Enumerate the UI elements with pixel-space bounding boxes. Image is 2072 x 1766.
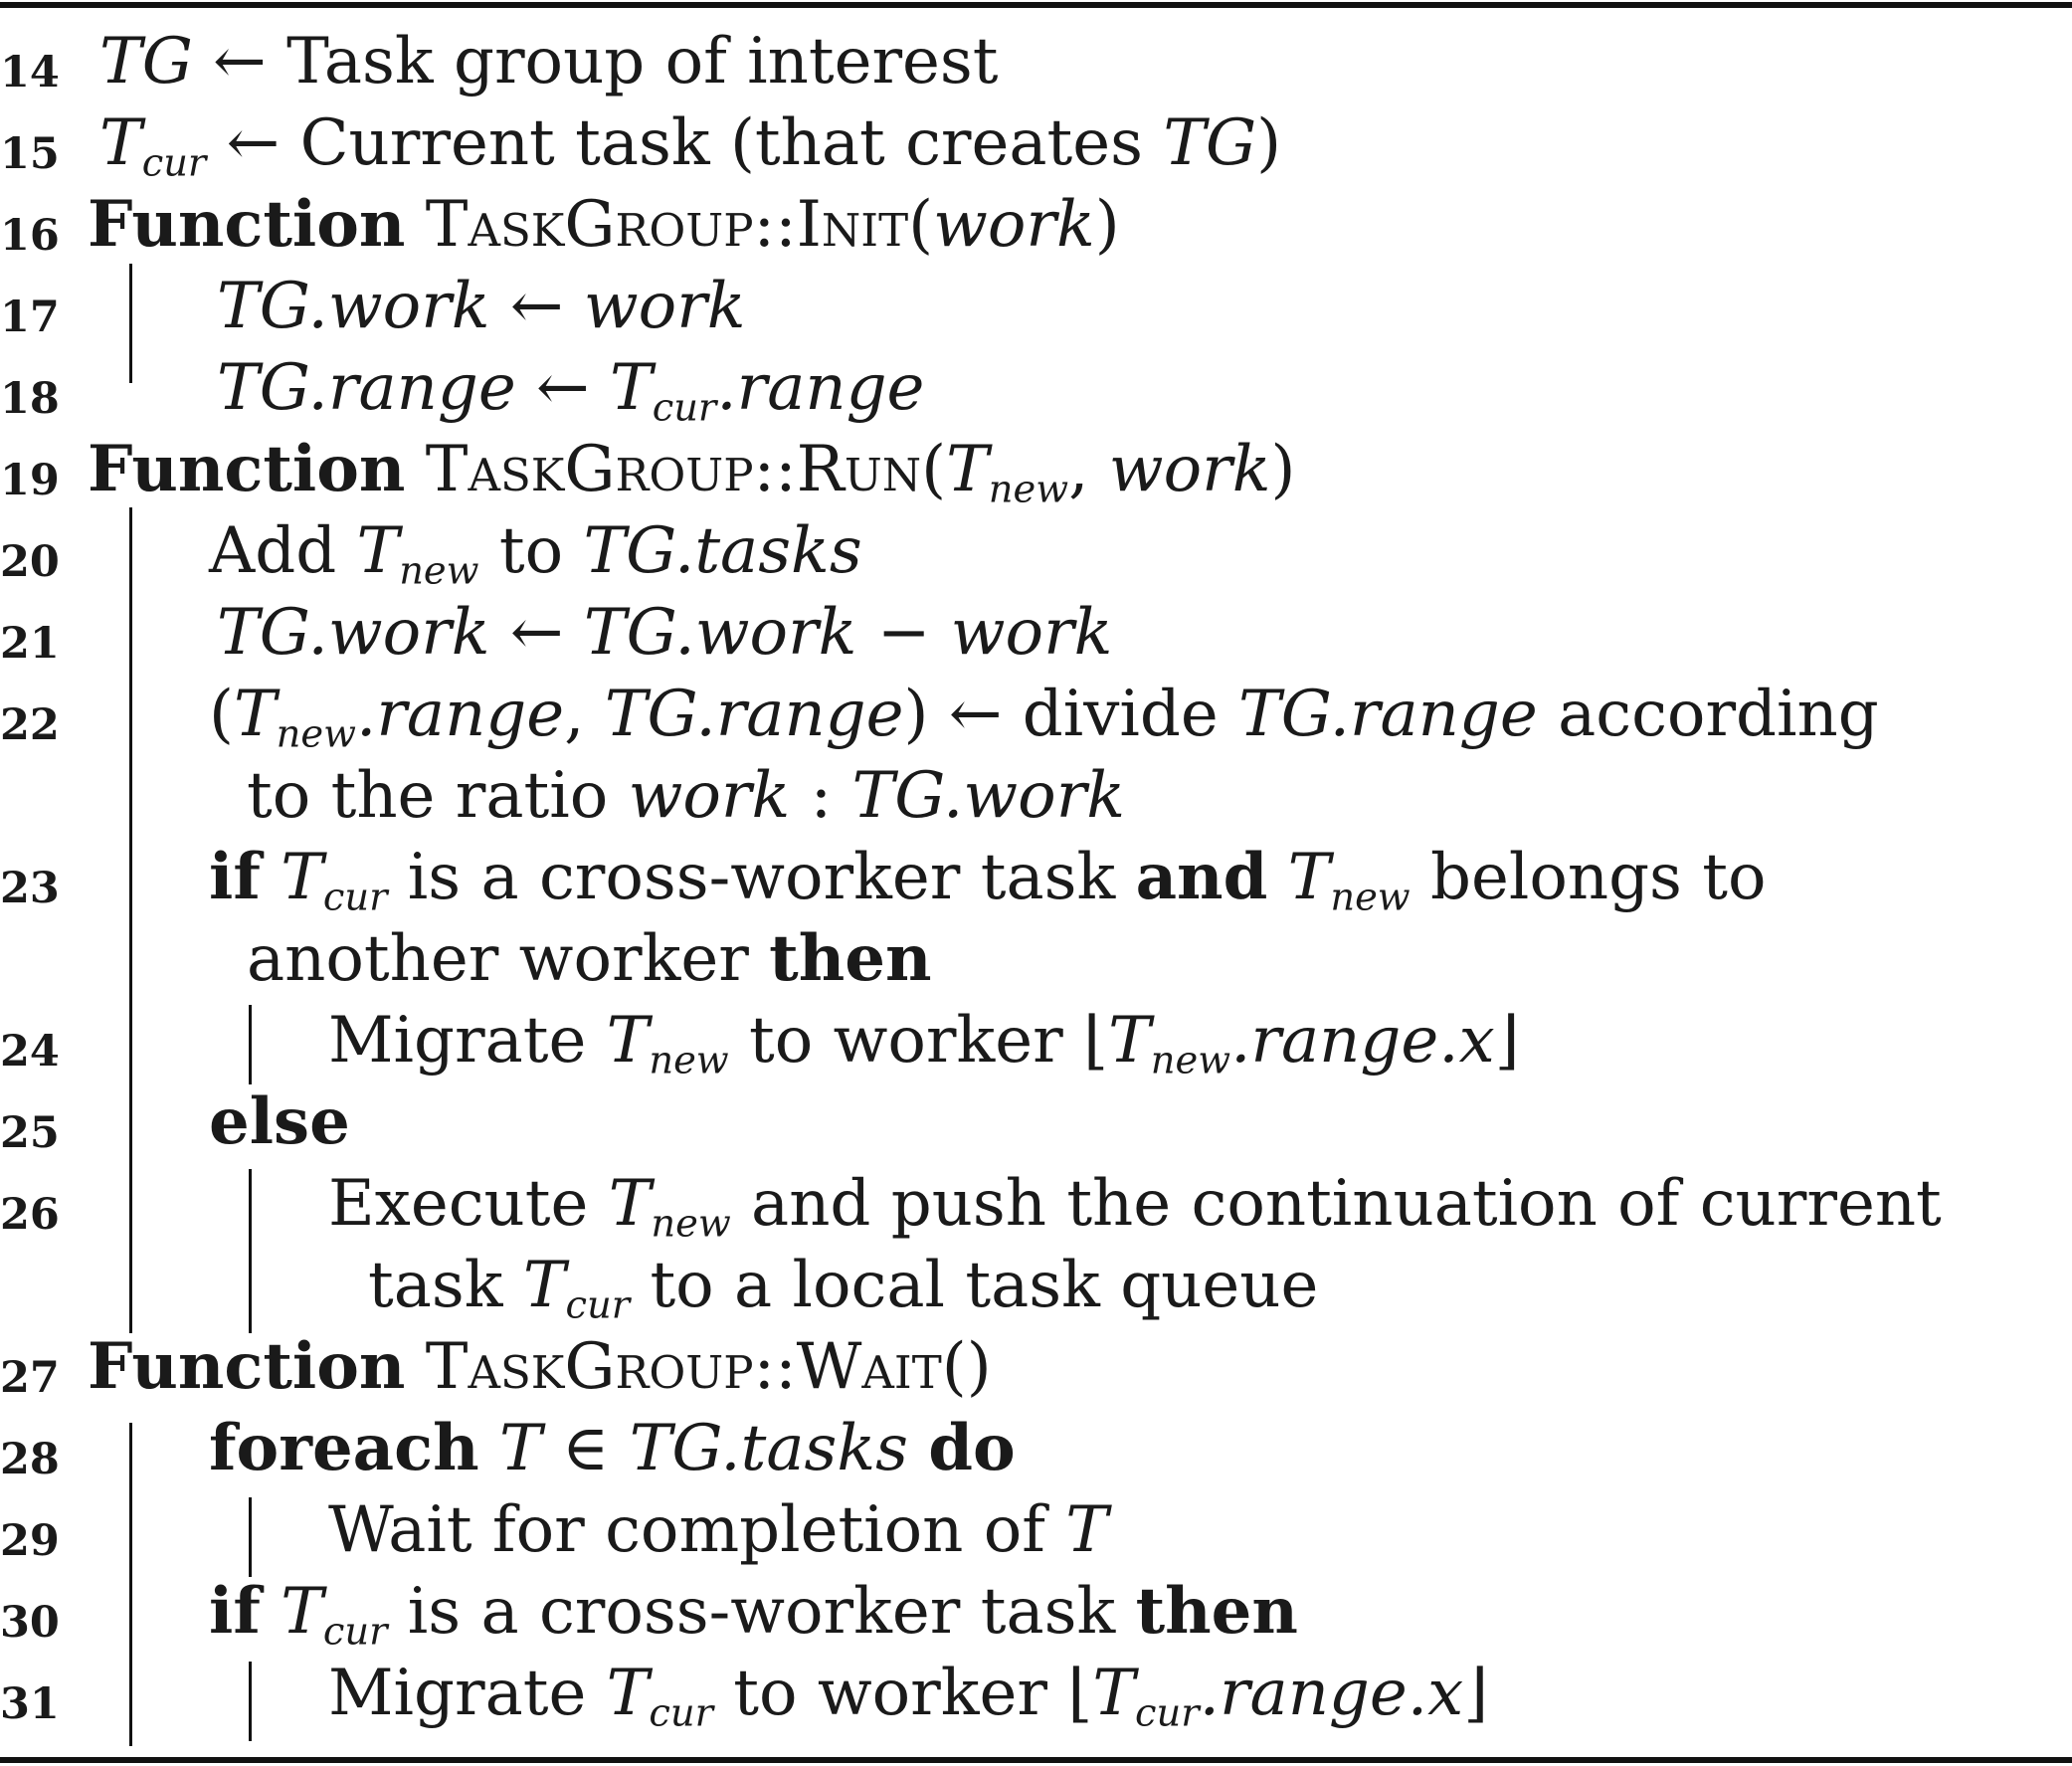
line-code: task $T_{cur}$ to a local task queue	[368, 1249, 1319, 1328]
algorithm-line	[0, 430, 2072, 512]
algorithm-line	[0, 1654, 2072, 1736]
line-number: 19	[0, 456, 60, 505]
line-code: foreach T ∈ TG.tasks do	[209, 1411, 1016, 1485]
line-number: 28	[0, 1435, 60, 1484]
line-number: 23	[0, 864, 60, 913]
line-code: TG.work ← TG.work − work	[217, 596, 1113, 670]
line-number: 21	[0, 619, 60, 669]
algorithm-line	[0, 1572, 2072, 1655]
bottom-rule	[0, 1757, 2072, 1763]
line-number: 29	[0, 1516, 60, 1566]
line-code: Migrate $T_{new}$ to worker $⌊T_{new}.range.x⌋$	[328, 1004, 1520, 1083]
line-number: 18	[0, 374, 60, 424]
line-number: 30	[0, 1598, 60, 1648]
line-code: Wait for completion of T	[328, 1493, 1108, 1567]
algorithm-line	[0, 1327, 2072, 1407]
line-number: 31	[0, 1679, 60, 1729]
line-number: 15	[0, 129, 60, 179]
algorithm-line-continuation	[0, 756, 2072, 836]
line-code: Function $TaskGroup::Run(T_{new}$, work)	[88, 432, 1296, 512]
algorithm-line	[0, 593, 2072, 673]
algorithm-line	[0, 348, 2072, 431]
line-code: $T_{cur}$ ← Current task (that creates TG)	[99, 106, 1282, 186]
algorithm-line	[0, 838, 2072, 920]
line-code: another worker then	[247, 921, 932, 996]
algorithm-line	[0, 103, 2072, 186]
line-code: Execute $T_{new}$ and push the continuation of current	[328, 1167, 1942, 1247]
algorithm-line	[0, 675, 2072, 757]
line-number: 20	[0, 537, 60, 587]
algorithm-line	[0, 1082, 2072, 1162]
line-code: to the ratio work : TG.work	[247, 759, 1126, 833]
top-rule	[0, 2, 2072, 8]
algorithm-line	[0, 511, 2072, 594]
line-code: else	[209, 1084, 350, 1159]
line-number: 14	[0, 48, 60, 98]
line-code: TG ← Task group of interest	[99, 25, 999, 98]
line-number: 26	[0, 1190, 60, 1240]
algorithm-line	[0, 1164, 2072, 1247]
algorithm-line	[0, 267, 2072, 346]
line-number: 17	[0, 293, 60, 342]
line-number: 22	[0, 700, 60, 750]
line-code: if $T_{cur}$ is a cross-worker task and $T_{new}$ belongs to	[209, 840, 1767, 920]
line-code: ($T_{new}.range$, TG.range) ← divide TG.range according	[209, 678, 1879, 757]
algorithm-line-continuation	[0, 1246, 2072, 1328]
algorithm-line	[0, 185, 2072, 265]
line-code: Function TaskGroup::Wait()	[88, 1329, 992, 1404]
algorithm-line	[0, 1490, 2072, 1570]
line-code: Migrate $T_{cur}$ to worker $⌊T_{cur}.range.x⌋$	[328, 1657, 1489, 1736]
algorithm-line	[0, 1409, 2072, 1488]
line-code: Function TaskGroup::Init(work)	[88, 187, 1120, 262]
line-code: Add $T_{new}$ to TG.tasks	[209, 514, 862, 594]
algorithm-line	[0, 1001, 2072, 1083]
line-code: TG.range ← $T_{cur}.range$	[217, 351, 925, 431]
line-number: 24	[0, 1027, 60, 1077]
line-number: 25	[0, 1108, 60, 1158]
line-number: 16	[0, 211, 60, 261]
line-number: 27	[0, 1353, 60, 1403]
algorithm-line	[0, 22, 2072, 101]
line-code: TG.work ← work	[217, 270, 746, 343]
algorithm-line-continuation	[0, 919, 2072, 999]
line-code: if $T_{cur}$ is a cross-worker task then	[209, 1574, 1298, 1655]
